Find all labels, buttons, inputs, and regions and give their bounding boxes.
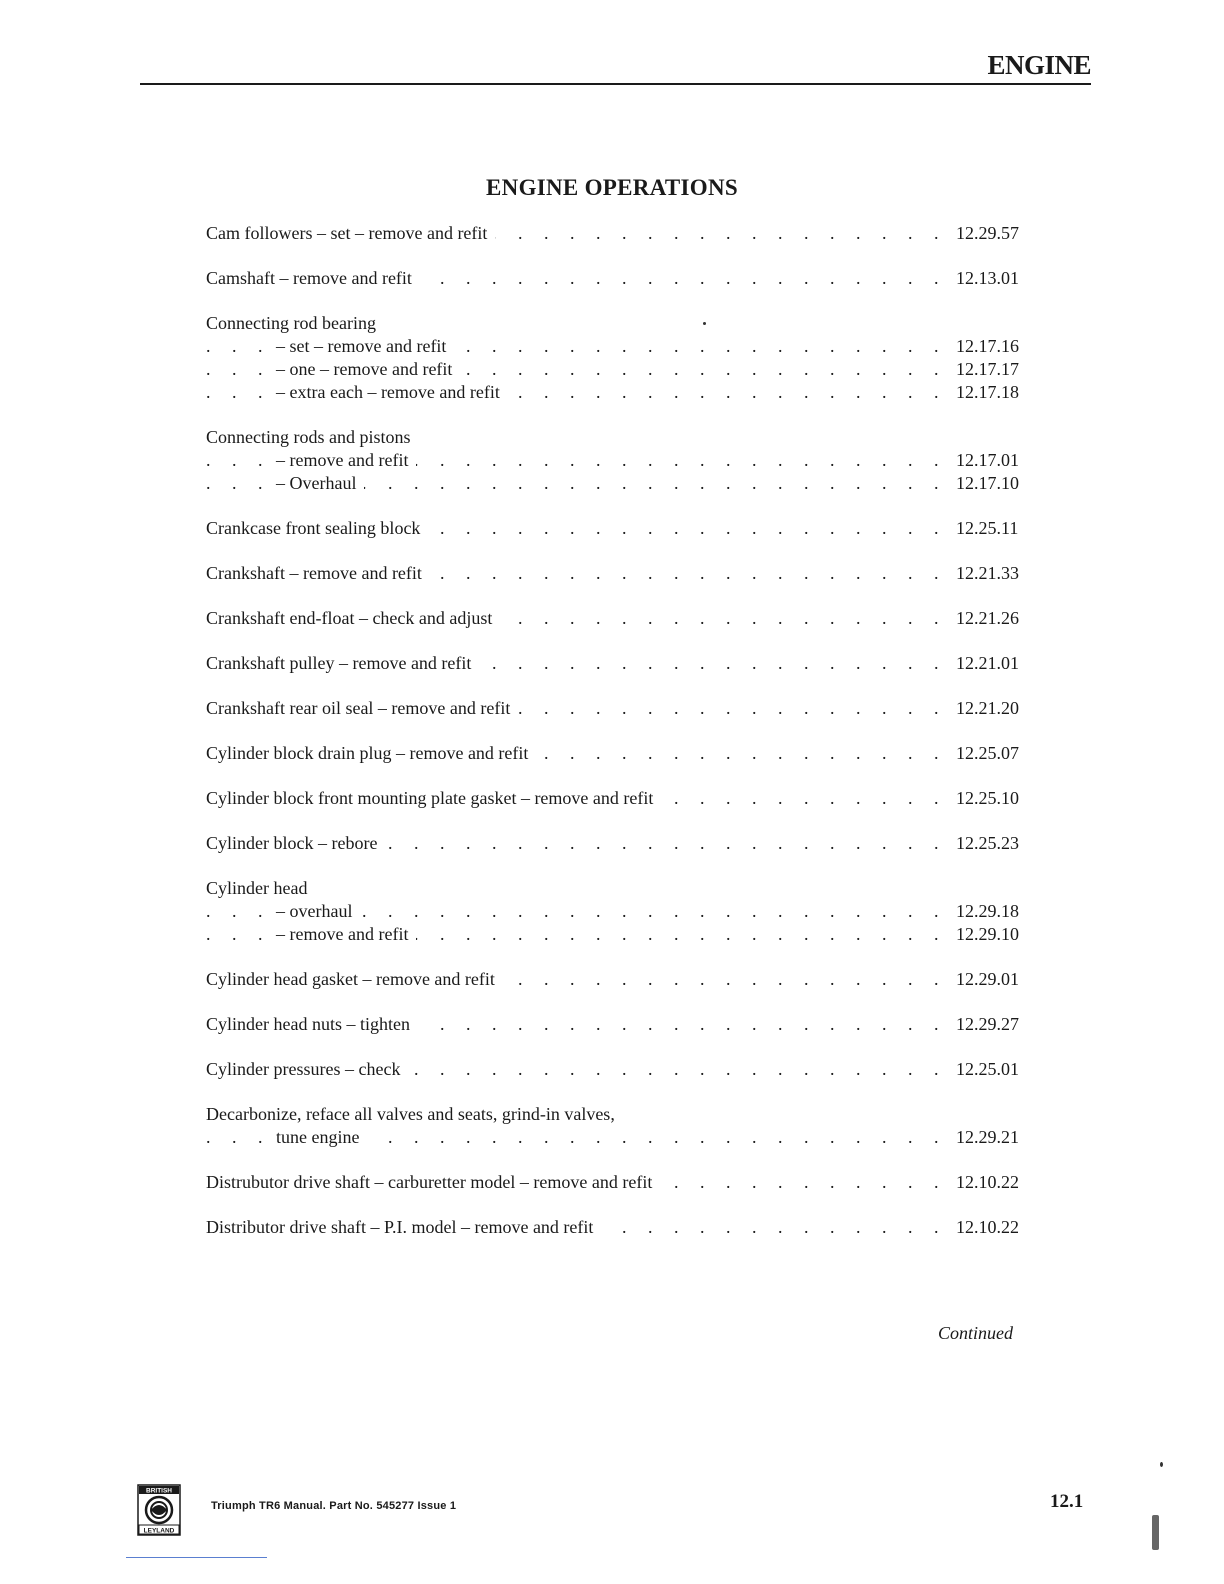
- operation-label: Cylinder head: [206, 877, 315, 900]
- operation-group: [206, 312, 1036, 404]
- footer-manual-reference: Triumph TR6 Manual. Part No. 545277 Issue 1: [211, 1500, 457, 1512]
- operation-group: [206, 1013, 1036, 1036]
- operation-label: – remove and refit: [276, 923, 416, 946]
- operation-subentry: [206, 335, 1036, 358]
- operation-label: Cylinder block front mounting plate gasket – remove and refit: [206, 787, 661, 810]
- operation-label: tune engine: [276, 1126, 367, 1149]
- section-header: ENGINE: [987, 50, 1091, 80]
- operation-entry: [206, 1216, 1036, 1239]
- operation-group: [206, 832, 1036, 855]
- operation-entry: [206, 607, 1036, 630]
- operation-entry: [206, 1013, 1036, 1036]
- operation-subentry: [206, 923, 1036, 946]
- operation-entry: [206, 267, 1036, 290]
- operation-entry: [206, 1103, 1036, 1126]
- operation-subentry: [206, 358, 1036, 381]
- operation-label: – remove and refit: [276, 449, 416, 472]
- operation-label: Cylinder block drain plug – remove and refit: [206, 742, 536, 765]
- operation-number: 12.13.01: [956, 268, 1019, 288]
- operation-label: Crankshaft – remove and refit: [206, 562, 430, 585]
- operation-number: 12.29.10: [956, 924, 1019, 944]
- header-rule: [140, 83, 1091, 85]
- operation-number: 12.25.01: [956, 1059, 1019, 1079]
- operation-group: [206, 607, 1036, 630]
- operation-number: 12.25.11: [956, 518, 1019, 538]
- operation-label: – Overhaul: [276, 472, 364, 495]
- operation-entry: [206, 697, 1036, 720]
- operation-label: Connecting rods and pistons: [206, 426, 419, 449]
- operation-number: 12.17.16: [956, 336, 1019, 356]
- operation-number: 12.25.10: [956, 788, 1019, 808]
- operation-label: – set – remove and refit: [276, 335, 454, 358]
- operation-number: 12.17.01: [956, 450, 1019, 470]
- operation-entry: [206, 1171, 1036, 1194]
- operation-entry: [206, 652, 1036, 675]
- page-number: 12.1: [1050, 1491, 1084, 1512]
- continued-note: Continued: [938, 1323, 1013, 1343]
- operation-group: [206, 652, 1036, 675]
- operation-number: 12.17.18: [956, 382, 1019, 402]
- operation-number: 12.29.18: [956, 901, 1019, 921]
- operation-number: 12.21.33: [956, 563, 1019, 583]
- operation-entry: [206, 312, 1036, 335]
- operation-group: [206, 697, 1036, 720]
- page-title: ENGINE OPERATIONS: [486, 175, 738, 200]
- operation-number: 12.21.01: [956, 653, 1019, 673]
- logo-text-top: BRITISH: [146, 1487, 172, 1495]
- operation-entry: [206, 562, 1036, 585]
- operation-group: [206, 787, 1036, 810]
- operation-subentry: [206, 1126, 1036, 1149]
- operation-group: [206, 1216, 1036, 1239]
- operation-number: 12.25.23: [956, 833, 1019, 853]
- operation-subentry: [206, 472, 1036, 495]
- operation-label: Crankshaft rear oil seal – remove and refit: [206, 697, 518, 720]
- scan-speck: [1160, 1462, 1163, 1467]
- operation-group: [206, 1058, 1036, 1081]
- operation-label: Cylinder head nuts – tighten: [206, 1013, 418, 1036]
- operation-label: Connecting rod bearing: [206, 312, 384, 335]
- operation-label: Crankcase front sealing block: [206, 517, 428, 540]
- operation-group: [206, 1103, 1036, 1149]
- operation-entry: [206, 1058, 1036, 1081]
- operation-label: Cylinder head gasket – remove and refit: [206, 968, 503, 991]
- operation-number: 12.10.22: [956, 1172, 1019, 1192]
- operation-label: Distrubutor drive shaft – carburetter model – remove and refit: [206, 1171, 660, 1194]
- operation-entry: [206, 877, 1036, 900]
- operation-group: [206, 222, 1036, 245]
- operation-number: 12.29.27: [956, 1014, 1019, 1034]
- operation-group: [206, 517, 1036, 540]
- operation-subentry: [206, 900, 1036, 923]
- operation-entry: [206, 968, 1036, 991]
- operation-label: Crankshaft end-float – check and adjust: [206, 607, 500, 630]
- operation-label: – overhaul: [276, 900, 360, 923]
- operation-subentry: [206, 381, 1036, 404]
- operation-group: [206, 562, 1036, 585]
- operation-number: 12.10.22: [956, 1217, 1019, 1237]
- operation-label: Cylinder pressures – check: [206, 1058, 408, 1081]
- operation-number: 12.21.26: [956, 608, 1019, 628]
- operation-entry: [206, 517, 1036, 540]
- operations-list: [206, 222, 1036, 1261]
- british-leyland-logo: [137, 1484, 181, 1536]
- operation-number: 12.17.10: [956, 473, 1019, 493]
- operation-label: Camshaft – remove and refit: [206, 267, 420, 290]
- operation-number: 12.21.20: [956, 698, 1019, 718]
- operation-group: [206, 1171, 1036, 1194]
- operation-group: [206, 742, 1036, 765]
- operation-subentry: [206, 449, 1036, 472]
- operation-label: Cylinder block – rebore: [206, 832, 385, 855]
- operation-entry: [206, 222, 1036, 245]
- operation-label: – one – remove and refit: [276, 358, 460, 381]
- operation-label: Distributor drive shaft – P.I. model – remove and refit: [206, 1216, 601, 1239]
- operation-entry: [206, 426, 1036, 449]
- operation-label: Crankshaft pulley – remove and refit: [206, 652, 479, 675]
- operation-group: [206, 426, 1036, 495]
- operation-entry: [206, 787, 1036, 810]
- operation-label: Cam followers – set – remove and refit: [206, 222, 495, 245]
- logo-text-bottom: LEYLAND: [143, 1527, 175, 1535]
- operation-number: 12.29.57: [956, 223, 1019, 243]
- operation-group: [206, 267, 1036, 290]
- operation-label: Decarbonize, reface all valves and seats, grind-in valves,: [206, 1103, 623, 1126]
- operation-number: 12.29.21: [956, 1127, 1019, 1147]
- operation-group: [206, 877, 1036, 946]
- operation-label: – extra each – remove and refit: [276, 381, 508, 404]
- operation-number: 12.25.07: [956, 743, 1019, 763]
- scan-speck: [703, 322, 706, 325]
- scan-speck: [1152, 1515, 1159, 1550]
- operation-number: 12.17.17: [956, 359, 1019, 379]
- operation-entry: [206, 742, 1036, 765]
- operation-entry: [206, 832, 1036, 855]
- footer-underline: [126, 1557, 267, 1558]
- operation-number: 12.29.01: [956, 969, 1019, 989]
- operation-group: [206, 968, 1036, 991]
